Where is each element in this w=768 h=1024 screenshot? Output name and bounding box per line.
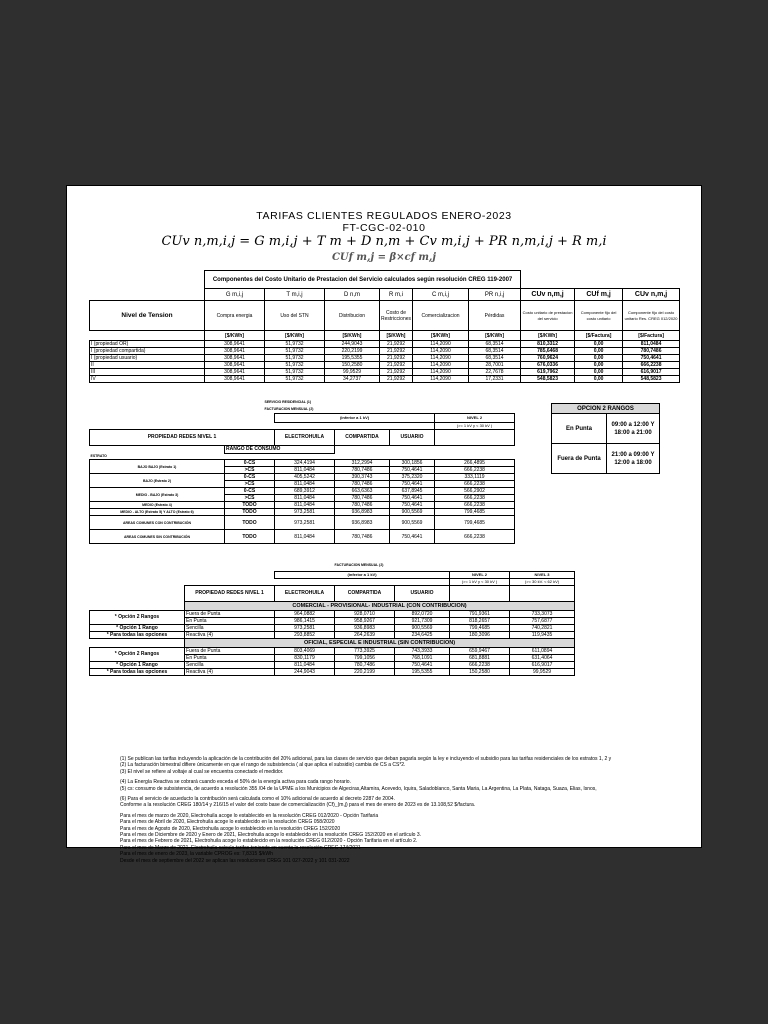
code-t: T m,i,j [265,289,325,301]
table-row [90,668,575,675]
section-title: OFICIAL, ESPECIAL E INDUSTRIAL (SIN CONTRIBUCION) [185,638,575,647]
desc-d: Distribucion [325,301,380,331]
footnote: (3) El nivel se refiere al voltaje al cual se encuentra conectado el medidor. [120,768,284,775]
footnote: (1) Se publican las tarifas incluyendo la aplicación de la contribución del 20% adicional, para las clases de servicio que deban pagarla según la ley e incluyendo el subsidio para las tarifas residenciales de los estratos 1, 2 y [120,756,612,762]
options-punta-label: En Punta [552,414,607,444]
tariff-value: 390,3743 [335,474,390,481]
tariff-value: 757,6877 [510,617,575,624]
footnote: Para el mes de enero de 2023, la variable CPROG es: 7,8315 $/kWh [120,851,273,858]
tariff-value: 928,0710 [335,610,395,617]
tariff-value: 811,0484 [275,502,335,509]
tariff-value: 566,2902 [435,488,515,495]
commercial-table [89,559,575,676]
tariff-value: 811,0484 [275,530,335,544]
level-name: I (propiedad usuario) [90,355,205,362]
unit-cuv: [$/KWh] [521,331,575,341]
table-row [90,341,680,348]
unit-cuv-2020: [$/Factura] [623,331,680,341]
tariff-value: 810,3312 [521,341,575,348]
tariff-value: 811,0484 [275,495,335,502]
tariff-value: 750,4641 [390,530,435,544]
tariff-value: 750,4641 [395,661,450,668]
tariff-value: 892,0720 [395,610,450,617]
consumption-range: >CS [225,481,275,488]
tariff-value: 799,4685 [435,509,515,516]
tariff-value: 308,9641 [205,341,265,348]
tariff-value: 666,2238 [435,530,515,544]
tariff-value: 308,9641 [205,362,265,369]
tariff-value: 663,6363 [335,488,390,495]
section-header [90,601,575,610]
tariff-value: 548,5823 [521,376,575,383]
tariff-value: 964,0882 [275,610,335,617]
option-sub: Fuera de Punta [185,647,275,654]
option-sub: Sencilla [185,661,275,668]
tariff-value: 973,2581 [275,516,335,530]
table-row [90,530,515,544]
tariff-value: 799,4685 [450,624,510,631]
tariff-value: 780,7486 [623,348,680,355]
components-heading: Componentes del Costo Unitario de Prestacion del Servicio calculados según resolución CREG 119-2007 [205,271,521,289]
tariff-value: 244,9043 [325,341,380,348]
residential-table [89,398,515,544]
tariff-value: 0,00 [575,369,623,376]
tariff-value: 308,9641 [205,348,265,355]
tariff-value: 51,9732 [265,355,325,362]
code-c: C m,i,j [413,289,469,301]
commercial-col-comp: COMPARTIDA [335,585,395,601]
tariff-sheet [66,185,702,864]
tariff-value: 114,2090 [413,341,469,348]
option-name: * Opción 1 Rango [90,661,185,668]
commercial-nivel3-range: (>= 30 kV. < 62 kV) [510,578,575,585]
options-box [551,403,660,474]
desc-cuv-2020: Componente fijo del costo unitario Res. CREG 012/2020 [623,301,680,331]
tariff-value: 666,2238 [435,481,515,488]
residential-billing-title: FACTURACION MENSUAL (2) [264,406,314,411]
tariff-value: 936,8983 [335,624,395,631]
option-name: * Opción 1 Rango [90,624,185,631]
tariff-value: 21,9292 [380,369,413,376]
table-row [90,460,515,467]
table-row [90,369,680,376]
tariff-value: 637,8945 [390,488,435,495]
options-title: OPCION 2 RANGOS [552,404,660,414]
commercial-col-usuario: USUARIO [395,585,450,601]
table-row [90,509,515,516]
tariff-value: 266,4895 [435,460,515,467]
option-sub: Reactiva (4) [185,631,275,638]
tariff-value: 51,9732 [265,348,325,355]
tariff-value: 180,3096 [450,631,510,638]
tariff-value: 750,4641 [623,355,680,362]
tariff-value: 780,7486 [335,661,395,668]
tariff-value: 34,2737 [325,376,380,383]
tariff-value: 681,8881 [450,654,510,661]
tariff-value: 811,0484 [275,481,335,488]
tariff-value: 791,9361 [450,610,510,617]
table-row [90,348,680,355]
consumption-range: >CS [225,467,275,474]
consumption-range: TODO [225,530,275,544]
tariff-value: 803,4069 [275,647,335,654]
tariff-value: 21,9292 [380,376,413,383]
tariff-value: 244,9043 [275,668,335,675]
tariff-value: 973,2581 [275,624,335,631]
tariff-value: 818,2657 [450,617,510,624]
tariff-value: 405,5242 [275,474,335,481]
estrato-name: MEDIO - ALTO (Estrato 5) Y ALTO (Estrato 6) [90,509,225,516]
table-row [90,661,575,668]
tariff-value: 900,5569 [390,516,435,530]
commercial-billing-title: FACTURACION MENSUAL (2) [334,562,384,567]
code-pr: PR n,i,j [469,289,521,301]
options-fuera-label: Fuera de Punta [552,444,607,474]
tariff-value: 616,9017 [510,661,575,668]
level-name: IV [90,376,205,383]
tariff-value: 234,6425 [395,631,450,638]
footnotes [120,756,695,864]
tariff-value: 666,2238 [450,661,510,668]
sheet-code: FT-CGC-02-010 [342,222,426,234]
tariff-value: 666,2238 [435,502,515,509]
residential-col-comp: COMPARTIDA [335,429,390,445]
tariff-value: 308,9641 [205,369,265,376]
tariff-value: 900,5569 [395,624,450,631]
residential-title: SERVICIO RESIDENCIAL (1) [264,399,312,404]
footnote: (6) Para el servicio de acueducto la contribución será calculada como el 10% adicional de acuerdo al decreto 2287 de 2004. [120,796,395,803]
footnote: Para el mes de Marzo de 2021, Electrohuila calcula tarifas teniendo en cuenta la resolución CREG 174/2021 [120,844,361,851]
tariff-value: 17,2331 [469,376,521,383]
option-sub: En Punta [185,617,275,624]
residential-col-usuario: USUARIO [390,429,435,445]
tariff-value: 619,7962 [521,369,575,376]
tariff-value: 51,9732 [265,376,325,383]
consumption-range: TODO [225,509,275,516]
tariff-value: 293,8852 [275,631,335,638]
level-name: II [90,362,205,369]
tariff-value: 264,2639 [335,631,395,638]
code-cuv: CUv n,m,j [521,289,575,301]
estrato-name: BAJO (Estrato 2) [90,474,225,488]
consumption-range: 0-CS [225,488,275,495]
table-row [90,362,680,369]
cost-formula: CUv n,m,i,j = G m,i,j + T m + D n,m + Cv m,i,j + PR n,m,i,j + R m,i [161,234,607,249]
desc-g: Compra energia [205,301,265,331]
tariff-value: 22,7678 [469,369,521,376]
consumption-range: 0-CS [225,460,275,467]
table-row [90,502,515,509]
code-d: D n,m [325,289,380,301]
tariff-value: 666,2238 [435,495,515,502]
tariff-value: 114,2090 [413,376,469,383]
desc-pr: Pérdidas [469,301,521,331]
footnote: Para el mes de Febrero de 2021, Electrohuila acoge lo establecido en la resolución CREG 012/2020 - Opción Tarifaria en el artículo 2. [120,838,418,845]
unit-g: [$/KWh] [205,331,265,341]
code-g: G m,i,j [205,289,265,301]
code-r: R m,i [380,289,413,301]
tariff-value: 99,9529 [325,369,380,376]
tariff-value: 936,8983 [335,509,390,516]
estrato-name: AREAS COMUNES CON CONTRIBUCIÓN [90,516,225,530]
tariff-value: 333,1119 [435,474,515,481]
option-name: * Para todas las opciones [90,668,185,675]
tariff-value: 324,4194 [275,460,335,467]
tariff-value: 114,2090 [413,355,469,362]
options-punta-hours: 09:00 a 12:00 Y 18:00 a 21:00 [607,414,660,444]
tariff-value: 799,4685 [435,516,515,530]
tariff-value: 830,1179 [275,654,335,661]
tariff-value: 114,2090 [413,362,469,369]
desc-r: Costo de Restricciones [380,301,413,331]
tariff-value: 28,7001 [469,362,521,369]
tariff-value: 308,9641 [205,355,265,362]
tariff-value: 811,0484 [275,467,335,474]
tariff-value: 68,3514 [469,348,521,355]
tariff-value: 666,2238 [435,467,515,474]
tariff-value: 676,0336 [521,362,575,369]
tariff-value: 780,7486 [335,502,390,509]
commercial-nivel2: NIVEL 2 [450,571,510,578]
desc-c: Comercializacion [413,301,469,331]
tariff-value: 973,2581 [275,509,335,516]
tariff-value: 780,7486 [335,495,390,502]
consumption-range: TODO [225,502,275,509]
residential-rango: RANGO DE CONSUMO [225,445,335,453]
commercial-nivel3: NIVEL 3 [510,571,575,578]
footnote: Para el mes de Agosto de 2020, Electrohuila acoge lo establecido en la resolución CREG 152/2020 [120,825,341,832]
tariff-value: 51,9732 [265,341,325,348]
tariff-value: 811,0484 [275,661,335,668]
tariff-value: 220,2199 [325,348,380,355]
table-row [90,355,680,362]
table-row [90,624,575,631]
desc-t: Uso del STN [265,301,325,331]
unit-r: [$/KWh] [380,331,413,341]
tariff-value: 811,0484 [623,341,680,348]
tariff-value: 51,9732 [265,369,325,376]
unit-c: [$/KWh] [413,331,469,341]
footnote: Conforme a la resolución CREG 180/14 y 216/15 el valor del costo base de comercialización (Cf)_(m,j) para el mes de enero de 2023 es de 13.108,52 $/factura. [120,802,476,809]
tariff-value: 0,00 [575,376,623,383]
footnote: (4) La Energía Reactiva se cobrará cuando exceda el 50% de la energía activa para cada rango horario. [120,779,351,786]
tariff-value: 375,2320 [390,474,435,481]
option-name: * Opción 2 Rangos [90,610,185,624]
commercial-inferior: (inferior a 1 kV) [275,571,450,578]
unit-t: [$/KWh] [265,331,325,341]
footnote: Para el mes de Abril de 2020, Electrohuila acoge lo establecido en la resolución CREG 058/2020 [120,819,335,826]
residential-estrato: ESTRATO [90,454,107,458]
option-sub: En Punta [185,654,275,661]
tariff-value: 21,9292 [380,341,413,348]
tariff-value: 768,1091 [395,654,450,661]
tariff-value: 666,2238 [623,362,680,369]
level-name: I (propiedad compartida) [90,348,205,355]
tariff-value: 150,2580 [325,362,380,369]
tariff-value: 99,9529 [510,668,575,675]
tariff-value: 21,9292 [380,355,413,362]
tariff-value: 611,0894 [510,647,575,654]
desc-cuv: Costo unitario de prestacion del servicio [521,301,575,331]
tariff-value: 936,8983 [335,516,390,530]
option-sub: Sencilla [185,624,275,631]
tariff-value: 150,2580 [450,668,510,675]
residential-prop-label: PROPIEDAD REDES NIVEL 1 [90,429,275,445]
footnote: Para el mes de marzo de 2020, Electrohuila acoge lo establecido en la resolución CREG 012/2020 - Opción Tarifaria [120,812,379,819]
tariff-value: 0,00 [575,355,623,362]
estrato-name: MEDIO (Estrato 4) [90,502,225,509]
estrato-name: AREAS COMUNES SIN CONTRIBUCIÓN [90,530,225,544]
tariff-value: 548,5823 [623,376,680,383]
tariff-value: 300,1856 [390,460,435,467]
tariff-value: 900,5569 [390,509,435,516]
tariff-value: 21,9292 [380,362,413,369]
section-header [90,638,575,647]
estrato-name: BAJO BAJO (Estrato 1) [90,460,225,474]
sheet-title: TARIFAS CLIENTES REGULADOS ENERO-2023 [256,210,512,222]
tariff-value: 68,3514 [469,341,521,348]
code-cuf: CUf m,j [575,289,623,301]
tariff-value: 21,9292 [380,348,413,355]
tariff-value: 308,9641 [205,376,265,383]
tariff-value: 780,7486 [335,481,390,488]
tariff-value: 114,2090 [413,369,469,376]
section-title: COMERCIAL - PROVISIONAL- INDUSTRIAL (CON CONTRIBUCION) [185,601,575,610]
tariff-value: 689,3912 [275,488,335,495]
residential-nivel2: NIVEL 2 [435,413,515,422]
tariff-value: 68,3514 [469,355,521,362]
consumption-range: >CS [225,495,275,502]
tariff-value: 773,3925 [335,647,395,654]
table-row [90,516,515,530]
unit-d: [$/KWh] [325,331,380,341]
tariff-value: 0,00 [575,362,623,369]
tariff-value: 743,3933 [395,647,450,654]
residential-inferior: (inferior a 1 kV) [275,413,435,422]
consumption-range: 0-CS [225,474,275,481]
tariff-value: 986,1415 [275,617,335,624]
tariff-value: 51,9732 [265,362,325,369]
footnote: Desde el mes de septiembre del 2022 se aplican las resoluciones CREG 101 027-2022 y 101 031-2022 [120,857,350,864]
option-name: * Opción 2 Rangos [90,647,185,661]
tariff-value: 750,4641 [390,467,435,474]
unit-pr: [$/KWh] [469,331,521,341]
tariff-value: 780,7486 [335,467,390,474]
commercial-col-electro: ELECTROHUILA [275,585,335,601]
footnote: Para el mes de Diciembre de 2020 y Enero de 2021, Electrohuila acoge lo establecido en la resolución CREG 152/2020 en el artículo 3. [120,832,422,839]
residential-col-electro: ELECTROHUILA [275,429,335,445]
option-sub: Reactiva (4) [185,668,275,675]
tariff-value: 312,2994 [335,460,390,467]
tariff-value: 750,4641 [390,495,435,502]
tariff-value: 119,9435 [510,631,575,638]
level-label: Nivel de Tension [90,301,205,331]
tariff-value: 799,1056 [335,654,395,661]
unit-cuf: [$/Factura] [575,331,623,341]
option-sub: Fuera de Punta [185,610,275,617]
tariff-value: 114,2090 [413,348,469,355]
tariff-value: 631,4064 [510,654,575,661]
tariff-value: 785,6468 [521,348,575,355]
table-row [90,647,575,654]
consumption-range: TODO [225,516,275,530]
table-row [90,631,575,638]
table-row [90,376,680,383]
code-cuv-2020: CUv n,m,j [623,289,680,301]
tariff-value: 750,4641 [390,481,435,488]
commercial-nivel2-range: (>= 1 kV y < 30 kV ) [450,578,510,585]
footnote: (2) La facturación bimestral difiere únicamente en que el rango de subsistencia ( al que aplica el subsidio) cambia de CS a CS*2. [120,762,406,769]
cost-components-table [89,270,680,383]
tariff-value: 921,7309 [395,617,450,624]
tariff-value: 958,9267 [335,617,395,624]
table-row [90,488,515,495]
desc-cuf: Componente fijo del costo unitario [575,301,623,331]
tariff-value: 0,00 [575,348,623,355]
estrato-name: MEDIO - BAJO (Estrato 3) [90,488,225,502]
tariff-value: 780,7486 [335,530,390,544]
tariff-value: 733,3073 [510,610,575,617]
tariff-value: 0,00 [575,341,623,348]
tariff-value: 659,9467 [450,647,510,654]
option-name: * Para todas las opciones [90,631,185,638]
residential-nivel2-range: (>= 1 kV y < 30 kV ) [435,422,515,429]
tariff-value: 740,2821 [510,624,575,631]
footnote: (5) cs: consumo de subsistencia, de acuerdo a resolución 355 /04 de la UPME a los Municipios de Algeciras,Altamira, Acevedo, Iquira, Saladoblanco, Santa Maria, La Argentina, La Plata, Nataga, Suaza, Elias, Isnos, [120,785,597,792]
tariff-value: 616,9017 [623,369,680,376]
level-name: I (propiedad OR) [90,341,205,348]
tariff-value: 195,5355 [325,355,380,362]
options-fuera-hours: 21:00 a 09:00 Y 12:00 a 18:00 [607,444,660,474]
tariff-value: 750,4641 [390,502,435,509]
level-name: III [90,369,205,376]
table-row [90,474,515,481]
tariff-value: 760,9624 [521,355,575,362]
fixed-cost-formula: CUf m,j = β×cf m,j [331,252,437,263]
table-row [90,610,575,617]
tariff-value: 220,2199 [335,668,395,675]
tariff-value: 195,5355 [395,668,450,675]
commercial-prop-label: PROPIEDAD REDES NIVEL 1 [185,585,275,601]
